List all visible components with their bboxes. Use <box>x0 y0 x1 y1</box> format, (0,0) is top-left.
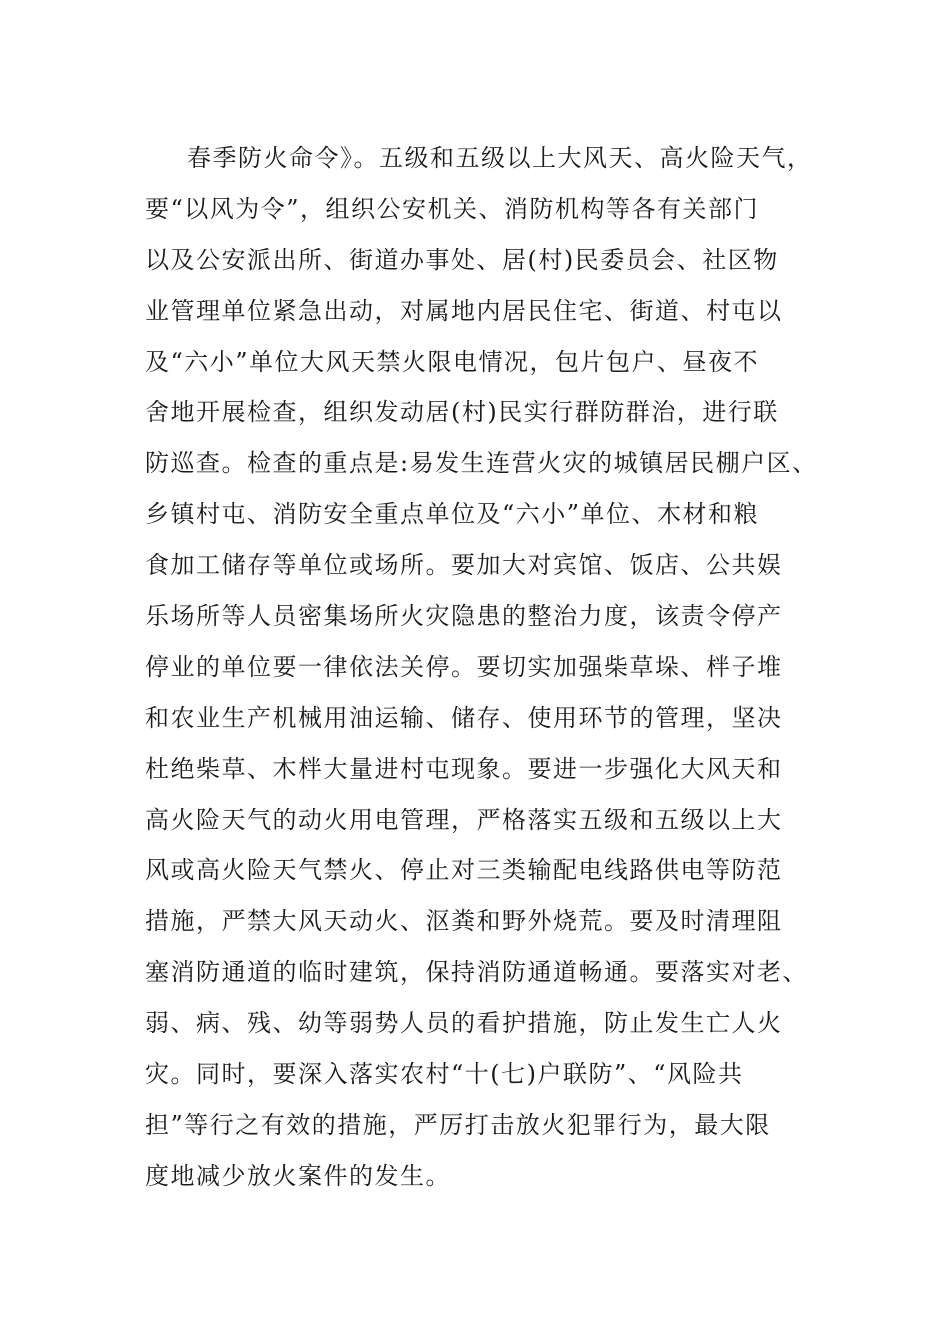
text-line: 防巡查。检查的重点是:易发生连营火灾的城镇居民棚户区、 <box>145 449 818 478</box>
text-line: 高火险天气的动火用电管理，严格落实五级和五级以上大 <box>145 805 783 834</box>
text-line: 担”等行之有效的措施，严厉打击放火犯罪行为，最大限 <box>145 1110 771 1139</box>
text-line: 乐场所等人员密集场所火灾隐患的整治力度，该责令停产 <box>145 602 783 631</box>
text-line: 春季防火命令》。五级和五级以上大风天、高火险天气， <box>187 144 813 172</box>
text-line: 风或高火险天气禁火、停止对三类输配电线路供电等防范 <box>145 856 783 885</box>
text-line: 食加工储存等单位或场所。要加大对宾馆、饭店、公共娱 <box>145 551 783 580</box>
text-line: 杜绝柴草、木柈大量进村屯现象。要进一步强化大风天和 <box>145 754 783 783</box>
text-line: 舍地开展检查，组织发动居(村)民实行群防群治，进行联 <box>145 398 779 427</box>
text-line: 措施，严禁大风天动火、沤粪和野外烧荒。要及时清理阻 <box>145 907 783 936</box>
text-line: 塞消防通道的临时建筑，保持消防通道畅通。要落实对老、 <box>145 958 808 987</box>
text-line: 及“六小”单位大风天禁火限电情况，包片包户、昼夜不 <box>145 347 760 376</box>
text-line: 和农业生产机械用油运输、储存、使用环节的管理，坚决 <box>145 703 783 732</box>
body-text <box>145 133 845 1202</box>
text-line: 以及公安派出所、街道办事处、居(村)民委员会、社区物 <box>145 245 779 274</box>
text-line: 灾。同时，要深入落实农村“十(七)户联防”、“风险共 <box>145 1060 744 1089</box>
text-line: 乡镇村屯、消防安全重点单位及“六小”单位、木材和粮 <box>145 500 760 529</box>
text-line: 业管理单位紧急出动，对属地内居民住宅、街道、村屯以 <box>145 296 783 325</box>
text-line: 停业的单位要一律依法关停。要切实加强柴草垛、柈子堆 <box>145 652 783 681</box>
text-line: 度地减少放火案件的发生。 <box>145 1161 451 1190</box>
text-line: 弱、病、残、幼等弱势人员的看护措施，防止发生亡人火 <box>145 1009 783 1038</box>
text-line: 要“以风为令”，组织公安机关、消防机构等各有关部门 <box>145 194 760 223</box>
